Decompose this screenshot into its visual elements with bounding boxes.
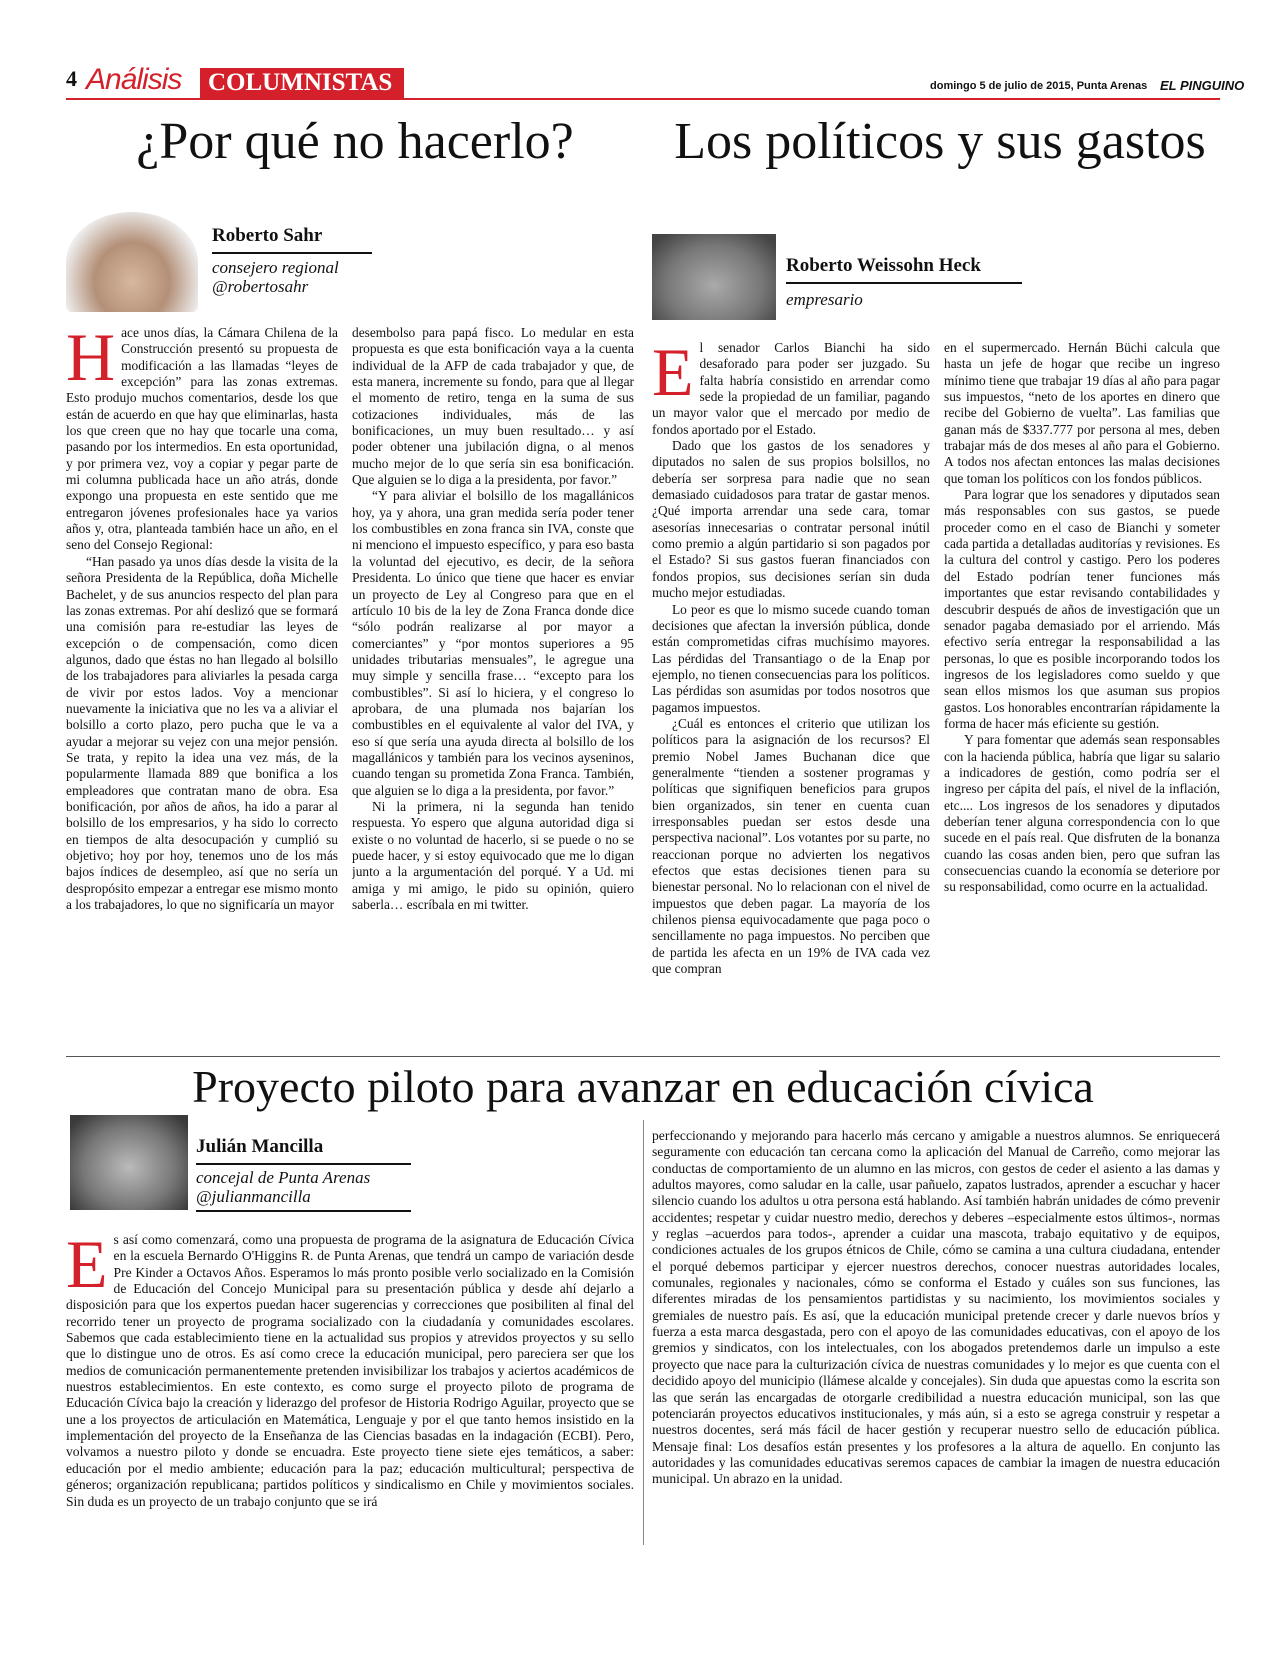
paragraph: en el supermercado. Hernán Büchi calcula que hasta un jefe de hogar que recibe un ingreso mínimo tiene que trabajar 19 días al año para pagar sus impuestos, “neto de los aportes en dinero que recibe del Gobierno de vuelta”. Las familias que ganan más de $337.777 por persona al mes, deben trabajar más de dos meses al año para el Gobierno. A todos nos afectan entonces las malas decisiones que toman los políticos con los fondos públicos. [944,340,1220,486]
drop-cap: E [652,340,694,410]
article2-headline: Los políticos y sus gastos [674,113,1206,170]
column-divider [643,1120,644,1545]
date-line: domingo 5 de julio de 2015, Punta Arenas [930,80,1148,92]
article2-role: empresario [786,290,863,309]
paragraph: Ni la primera, ni la segunda han tenido respuesta. Yo espero que alguna autoridad diga si existe o no voluntad de hacerlo, si se puede o no se puede hacer, y si estoy equivocado que me lo digan junto a la argumentación del porqué. Y a Ud. mi amiga y mi amigo, le pido su opinión, quiero saberla… escríbala en mi twitter. [352,798,634,913]
article2-column1 [652,340,930,1058]
section-divider [66,1056,1220,1057]
article2-column2 [944,340,1220,1058]
paragraph: perfeccionando y mejorando para hacerlo más cercano y amigable a nuestros alumnos. Se enriquecerá seguramente con educación tan cercana como la aplicación del Manual de Carreño, como mejorar las conductas de comportamiento de un alumno en las micros, con gestos de ceder el asiento a las damas y adultos mayores, como saludar en la calle, usar pañuelo, zapatos lustrados, aprender a escuchar y hacer silencio cuando los adultos u otra persona está hablando. Así también habrán unidades de cómo prevenir accidentes; respetar y cuidar nuestro medio, derechos y deberes –especialmente estos últimos-, normas y reglas –acuerdos para todos-, aprender a cuidar una mascota, trabajo equitativo y de equipos, condiciones actuales de los grupos étnicos de Chile, cómo se camina a una cultura ciudadana, entender el porqué debemos participar y ejercer nuestros derechos, conocer nuestras autoridades locales, comunales, regionales y nacionales, cómo se conforma el Estado y cuáles son sus funciones, las diferentes miradas de los pensamientos partidistas y su nacimiento, los movimientos sociales y gremiales de nuestro país. Es así, que la educación municipal pretende crecer y darle nuevos bríos y fuerza a esta marca desgastada, pero con el apoyo de las comunidades educativas, con el apoyo de los gremios y sindicatos, con los intelectuales, con los abogados pretendemos darle un impulso a este proyecto que nace para la culturización cívica de nuestras comunidades y lo mejor es que cuenta con el decidido apoyo del municipio (llámese alcalde y concejales). Sin duda que apuestas como la escrita son las que serán las encargadas de otorgarle credibilidad a nuestra educación municipal, son las que potenciarán proyectos educativos institucionales, y más aún, si a esto se agrega construir y respetar a nuestros docentes, será más fácil de hacer gestión y recuperar nuestro sello de educación pública. Mensaje final: Los desafíos están presentes y los profesores a la altura de aquello. En conjunto las autoridades y las comunidades educativas seremos capaces de cambiar la imagen de nuestra educación municipal. Un abrazo en la unidad. [652,1128,1220,1487]
paragraph: ace unos días, la Cámara Chilena de la Construcción presentó su propuesta de modificación a las llamadas “leyes de excepción” para las zonas extremas. Esto produjo muchos comentarios, desde los que están de acuerdo en que hay que eliminarlas, hasta los que creen que no hay que tocarle una coma, pasando por los intermedios. En esta oportunidad, y por primera vez, voy a copiar y pegar parte de mi columna publicada hace un año atrás, donde expongo una propuesta en este sentido que me entregaron jóvenes profesionales hace ya varios años y, otra, planteada también hace un año, en el seno del Consejo Regional: [66,325,338,553]
article3-role: concejal de Punta Arenas [196,1168,371,1187]
article3-column2 [652,1128,1220,1547]
author2-photo [652,234,776,320]
paragraph: desembolso para papá fisco. Lo medular en esta propuesta es que esta bonificación vaya a la cuenta individual de la AFP de cada trabajador y que, de esta manera, incremente su fondo, para que al llegar el momento de retiro, tenga en la suma de sus cotizaciones individuales, más de las bonificaciones, un muy buen resultado… y así poder obtener una jubilación digna, o al menos mucho mejor de lo que sería sin esa bonificación. Que alguien se lo diga a la presidenta, por favor.” [352,325,634,488]
article3-column1 [66,1232,634,1547]
paragraph: Y para fomentar que además sean responsables con la hacienda pública, habría que ligar su salario a indicadores de gestión, como podría ser el ingreso per cápita del país, el nivel de la inflación, etc.... Los ingresos de los senadores y diputados deberían tener alguna correspondencia con lo que sucede en el país real. Que disfruten de la bonanza cuando las cosas anden bien, pero que sufran las consecuencias cuando la economía se deteriore por su responsabilidad, como ocurre en la actualidad. [944,732,1220,895]
paragraph: “Y para aliviar el bolsillo de los magallánicos hoy, ya y ahora, una gran medida sería poder tener los combustibles en zona franca sin IVA, conste que ni menciono el impuesto específico, y para eso basta la voluntad del ejecutivo, es decir, de la señora Presidenta. Lo único que tiene que hacer es enviar un proyecto de Ley al Congreso para que en el artículo 10 bis de la ley de Zona Franca donde dice “sólo podrán realizarse al por mayor a comerciantes” y “por montos superiores a 95 unidades tributarias mensuales”, le agregue una muy simple y sencilla frase… “excepto para los combustibles”. Si así lo hiciera, y el congreso lo aprobara, de una plumada nos bajarían los combustibles en el equivalente al valor del IVA, y eso sí que sería una ayuda directa al bolsillo de los magallánicos y también para los vecinos ayseninos, cuando tengan su prometida Zona Franca. También, que alguien se lo diga a la presidenta, por favor.” [352,488,634,798]
paragraph: Para lograr que los senadores y diputados sean más responsables con sus gastos, se puede proceder como en el caso de Bianchi y someter cada partida a detalladas auditorías y revisiones. Es la cultura del control y castigo. Pero los poderes del Estado podrían tener funciones más importantes que estar revisando contabilidades y descubrir después de años de investigación que un senador pagaba demasiado por el arriendo. Más efectivo sería entregar la responsabilidad a las personas, lo que es posible incorporando todos los ingresos de los legisladores como sueldo y que sean ellos mismos los que asuman sus propios gastos. Los honorables encontrarían rápidamente la forma de hacer más eficiente su gestión. [944,487,1220,731]
article3-author: Julián Mancilla [196,1136,324,1157]
newspaper-logo: EL PINGUINO [1160,78,1245,93]
paragraph: l senador Carlos Bianchi ha sido desaforado para poder ser juzgado. Su falta habría consistido en arrendar como sede la propiedad de un familiar, pagando un mayor valor que el mercado por medio de fondos aportado por el Estado. [652,340,930,437]
article1-role: consejero regional [212,258,339,277]
article1-handle: @robertosahr [212,277,309,296]
article3-headline: Proyecto piloto para avanzar en educación cívica [192,1061,1094,1112]
drop-cap: H [66,325,116,395]
paragraph: “Han pasado ya unos días desde la visita de la señora Presidenta de la República, doña Michelle Bachelet, y de sus anuncios respecto del plan para las zonas extremas. Por ahí deslizó que se formará una comisión para re-estudiar las leyes de excepción o de compensación, como dicen algunos, dado que éstas no han llegado al bolsillo de los trabajadores para aliviarles la pesada carga de vivir por estos lados. Voy a mencionar nuevamente la iniciativa que no les va a aliviar el bolsillo a corto plazo, pero pucha que le va a ayudar a mejorar su vejez con una mejor pensión. Se trata, y repito la idea una vez más, de la popularmente llamada 889 que bonifica a los empleadores que contratan mano de obra. Esa bonificación, por años de años, ha ido a parar al bolsillo de los empresarios, y ha sido lo correcto en tiempos de alta desocupación y cumplió su objetivo; hoy por hoy, tenemos uno de los más bajos índices de desempleo, así que no sería un despropósito empezar a entregar ese mismo monto a los trabajadores, lo que no significaría un mayor [66,553,338,913]
drop-cap: E [66,1232,108,1302]
article2-author: Roberto Weissohn Heck [786,255,981,276]
paragraph: Lo peor es que lo mismo sucede cuando toman decisiones que afectan la inversión pública, donde están comprometidas cifras muchísimo mayores. Las pérdidas del Transantiago o de la Enap por ejemplo, no tienen consecuencias para los políticos. Las pérdidas son asumidas por todos nosotros que pagamos impuestos. [652,601,930,715]
article1-column2 [352,325,634,1058]
header-rule [66,98,1220,100]
article1-headline: ¿Por qué no hacerlo? [136,113,574,170]
article3-handle: @julianmancilla [196,1187,311,1206]
author3-photo [70,1115,188,1210]
paragraph: s así como comenzará, como una propuesta de programa de la asignatura de Educación Cívica en la escuela Bernardo O'Higgins R. de Punta Arenas, que tendrá un campo de variación desde Pre Kinder a Octavos Años. Esperamos lo más pronto posible verlo socializado en la Comisión de Educación del Concejo Municipal para su presentación pública y desde ahí dejarlo a disposición para que los expertos puedan hacer sugerencias y correcciones que posibiliten al final del recorrido tener un proyecto de programa socializado con la ciudadanía y comunidades escolares. Sabemos que cada establecimiento tiene en la actualidad sus propios y atrevidos proyectos y su sello que lo distingue uno de otros. Es así como crece la educación municipal, pero pareciera ser que los medios de comunicación permanentemente pretenden invisibilizar los trabajos y aciertos académicos de nuestros establecimientos. En este contexto, es como surge el proyecto piloto de programa de Educación Cívica bajo la creación y liderazgo del profesor de Historia Rodrigo Aguilar, proyecto que se une a los proyectos de articulación en Matemática, Lenguaje y por el que tanto hemos insistido en la implementación del proyecto de la Enseñanza de las Ciencias basadas en la indagación (ECBI). Pero, volvamos a nuestro piloto y donde se encuadra. Este proyecto tiene siete ejes temáticos, a saber: educación por el medio ambiente; educación para la paz; educación multicultural; perspectiva de géneros; organización republicana; partidos políticos y sindicalismo en Chile y movimientos sociales. Sin duda es un proyecto de un trabajo conjunto que se irá [66,1232,634,1509]
byline-rule [786,282,1022,284]
byline-rule [196,1210,411,1212]
article1-author: Roberto Sahr [212,225,323,246]
paragraph: Dado que los gastos de los senadores y diputados no salen de sus propios bolsillos, no debería ser sorpresa para nadie que no sean demasiado cuidadosos para tratar de gastar menos. ¿Qué importa arrendar una sede cara, tomar asesorías innecesarias o contratar personal inútil como premio a algún partidario si son pagados por el Estado? Si sus gastos fueran financiados con fondos propios, sus decisiones serían sin duda mucho mejor estudiadas. [652,438,930,601]
subsection-label: COLUMNISTAS [200,68,404,98]
page-number: 4 [66,66,77,91]
paragraph: ¿Cuál es entonces el criterio que utilizan los políticos para la asignación de los recursos? El premio Nobel James Buchanan dice que generalmente “tienden a sostener programas y políticas que signifiquen beneficios para grupos bien organizados, sin tener en cuenta cuan irresponsables puedan ser estos desde una perspectiva nacional”. Los votantes por su parte, no reaccionan porque no advierten los negativos efectos que estas decisiones tienen para su bienestar personal. No lo relacionan con el nivel de impuestos que deben pagar. La mayoría de los chilenos piensa equivocadamente que paga poco o sencillamente no paga impuestos. No perciben que de partida les afecta en un 19% de IVA cada vez que compran [652,715,930,977]
author1-photo [66,212,198,312]
byline-rule [212,252,372,254]
byline-rule [196,1163,411,1165]
section-label: Análisis [86,63,182,96]
article1-column1 [66,325,338,1058]
